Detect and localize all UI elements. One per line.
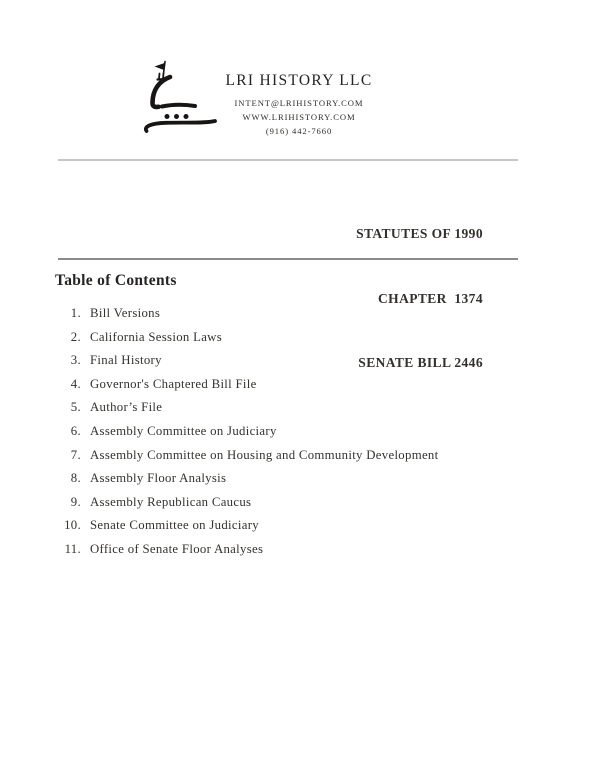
toc-item-number: 8. <box>70 471 81 486</box>
toc-item-number: 7. <box>70 447 81 462</box>
toc-item <box>55 420 438 444</box>
toc-item-label: Author’s File <box>90 400 163 415</box>
logo-column-dot <box>165 114 170 119</box>
company-name: LRI HISTORY LLC <box>225 72 373 89</box>
senate-bill-line: SENATE BILL 2446 <box>358 355 483 370</box>
toc-item-label: Assembly Committee on Housing and Community Development <box>90 447 439 462</box>
toc-item-number: 10. <box>64 518 81 533</box>
divider-top <box>58 159 518 161</box>
toc-item-number: 9. <box>70 494 81 509</box>
statutes-line: STATUTES OF 1990 <box>356 226 483 241</box>
toc-item <box>55 349 438 373</box>
toc-item-number: 6. <box>70 423 81 438</box>
toc-item-label: Governor's Chaptered Bill File <box>90 376 257 391</box>
toc-list <box>55 302 438 562</box>
toc-item-label: Final History <box>90 353 162 368</box>
letterhead-text-block <box>203 72 395 138</box>
logo-column-dot <box>174 114 179 119</box>
toc-item-label: Assembly Committee on Judiciary <box>90 423 277 438</box>
toc-item-number: 2. <box>70 329 81 344</box>
toc-item <box>55 514 438 538</box>
toc-item-number: 5. <box>70 400 81 415</box>
toc-item-number: 11. <box>64 541 81 556</box>
toc-item-label: Senate Committee on Judiciary <box>90 518 259 533</box>
toc-item-label: Office of Senate Floor Analyses <box>90 541 264 556</box>
toc-item <box>55 538 438 562</box>
logo-cupola-tick <box>159 74 160 79</box>
toc-item-label: Assembly Floor Analysis <box>90 471 227 486</box>
company-phone: (916) 442-7660 <box>265 126 333 136</box>
toc-item <box>55 302 438 326</box>
chapter-line: CHAPTER 1374 <box>378 290 483 306</box>
toc-item-number: 4. <box>70 376 81 391</box>
toc-item-label: California Session Laws <box>90 329 223 344</box>
toc-item-label: Bill Versions <box>90 306 161 320</box>
logo-entablature-stroke <box>162 105 195 107</box>
company-email: INTENT@LRIHISTORY.COM <box>234 98 364 108</box>
toc-item-number: 3. <box>70 353 81 368</box>
toc-item-number: 1. <box>70 306 81 320</box>
toc-title: Table of Contents <box>55 272 177 289</box>
company-website: WWW.LRIHISTORY.COM <box>242 112 356 122</box>
toc-item <box>55 491 438 515</box>
logo-column-dot <box>184 114 189 119</box>
toc-item-label: Assembly Republican Caucus <box>90 494 252 509</box>
toc-item <box>55 467 438 491</box>
toc-item <box>55 373 438 397</box>
toc-item <box>55 396 438 420</box>
toc-item <box>55 444 438 468</box>
logo-dome-stroke <box>153 77 171 107</box>
toc-item <box>55 326 438 350</box>
logo-flag-shape <box>155 63 165 70</box>
